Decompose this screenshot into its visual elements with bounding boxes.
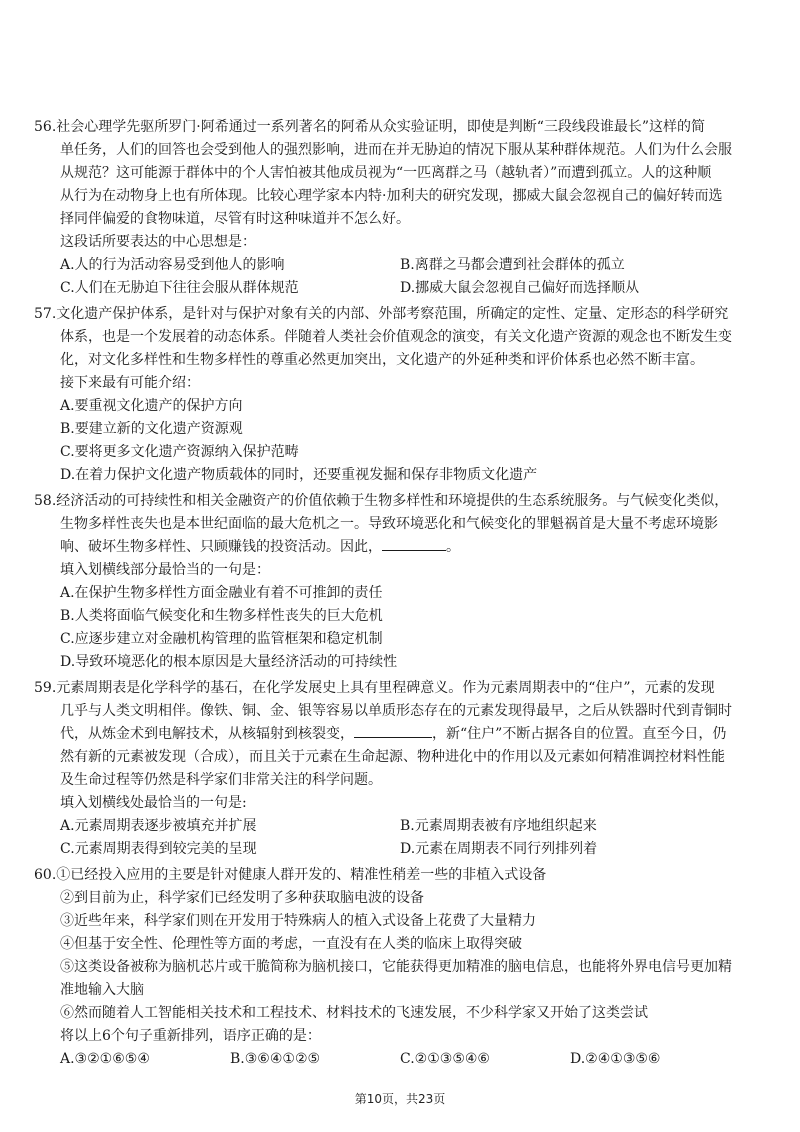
document-page xyxy=(34,116,774,1074)
q58-line xyxy=(34,536,774,559)
q60-sentence: 准地输入大脑 xyxy=(60,982,144,998)
q60-sentence: ⑤这类设备被称为脑机芯片或干脆简称为脑机接口，它能获得更加精准的脑电信息，也能将外界电信号更加精 xyxy=(60,959,732,975)
q59-options xyxy=(34,815,774,861)
q56-prompt: 这段话所要表达的中心思想是： xyxy=(60,234,256,250)
q58-tail: 。 xyxy=(446,539,460,555)
q56-line: 56.社会心理学先驱所罗门·阿希通过一系列著名的阿希从众实验证明，即使是判断“三段线段谁最长”这样的简 xyxy=(34,119,706,135)
q60-option-b[interactable]: B.③⑥④①②⑤ xyxy=(230,1051,321,1067)
q58-line: 58.经济活动的可持续性和相关金融资产的价值依赖于生物多样性和环境提供的生态系统服务。与气候变化类似， xyxy=(34,493,729,509)
question-57 xyxy=(34,303,774,487)
q58-option-d[interactable]: D.导致环境恶化的根本原因是大量经济活动的可持续性 xyxy=(60,654,398,670)
q56-option-d[interactable]: D.挪威大鼠会忽视自己偏好而选择顺从 xyxy=(400,280,640,296)
q60-sentence: ③近些年来，科学家们则在开发用于特殊病人的植入式设备上花费了大量精力 xyxy=(60,913,536,929)
q59-line: 然有新的元素被发现（合成），而且关于元素在生命起源、物种进化中的作用以及元素如何精准调控材料性能 xyxy=(60,749,725,765)
q57-option-d[interactable]: D.在着力保护文化遗产物质载体的同时，还要重视发掘和保存非物质文化遗产 xyxy=(60,467,538,483)
q57-prompt: 接下来最有可能介绍： xyxy=(60,375,200,391)
q56-line: 择同伴偏爱的食物味道，尽管有时这种味道并不怎么好。 xyxy=(60,211,410,227)
q58-line-text: 响、破坏生物多样性、只顾赚钱的投资活动。因此， xyxy=(60,539,382,555)
q57-option-c[interactable]: C.要将更多文化遗产资源纳入保护范畴 xyxy=(60,444,299,460)
q57-line: 57.文化遗产保护体系，是针对与保护对象有关的内部、外部考察范围，所确定的定性、定量、定形态的科学研究 xyxy=(34,306,729,322)
q57-options xyxy=(34,395,774,487)
q59-option-a[interactable]: A.元素周期表逐步被填充并扩展 xyxy=(60,818,257,834)
q60-option-c[interactable]: C.②①③⑤④⑥ xyxy=(400,1051,490,1067)
q56-line: 从行为在动物身上也有所体现。比较心理学家本内特·加利夫的研究发现，挪威大鼠会忽视自己的偏好转而选 xyxy=(60,188,723,204)
q60-prompt: 将以上6个句子重新排列，语序正确的是： xyxy=(60,1028,321,1044)
q58-option-b[interactable]: B.人类将面临气候变化和生物多样性丧失的巨大危机 xyxy=(60,608,383,624)
q60-sentence: ④但基于安全性、伦理性等方面的考虑，一直没有在人类的临床上取得突破 xyxy=(60,936,522,952)
q58-prompt: 填入划横线部分最恰当的一句是： xyxy=(60,562,270,578)
q60-options xyxy=(34,1048,774,1071)
question-59 xyxy=(34,677,774,861)
page-number-footer: 第10页，共23页 xyxy=(354,1092,446,1106)
q58-line: 生物多样性丧失也是本世纪面临的最大危机之一。导致环境恶化和气候变化的罪魁祸首是大量不考虑环境影 xyxy=(60,516,718,532)
q59-option-d[interactable]: D.元素在周期表不同行列排列着 xyxy=(400,841,598,857)
q56-options xyxy=(34,254,774,300)
q59-line: 及生命过程等仍然是科学家们非常关注的科学问题。 xyxy=(60,772,382,788)
q59-option-b[interactable]: B.元素周期表被有序地组织起来 xyxy=(400,818,597,834)
question-60 xyxy=(34,864,774,1071)
q56-option-c[interactable]: C.人们在无胁迫下往往会服从群体规范 xyxy=(60,280,299,296)
fill-blank xyxy=(354,723,432,738)
q59-line: 几乎与人类文明相伴。像铁、铜、金、银等容易以单质形态存在的元素发现得最早，之后从铁器时代到青铜时 xyxy=(60,703,732,719)
q59-line-after-blank: ，新“住户”不断占据各自的位置。直至今日，仍 xyxy=(432,726,727,742)
q60-sentence: ②到目前为止，科学家们已经发明了多种获取脑电波的设备 xyxy=(60,890,424,906)
question-56 xyxy=(34,116,774,300)
fill-blank xyxy=(382,536,446,551)
q58-options xyxy=(34,582,774,674)
q58-option-c[interactable]: C.应逐步建立对金融机构管理的监管框架和稳定机制 xyxy=(60,631,383,647)
q58-option-a[interactable]: A.在保护生物多样性方面金融业有着不可推卸的责任 xyxy=(60,585,383,601)
q56-option-a[interactable]: A.人的行为活动容易受到他人的影响 xyxy=(60,257,285,273)
q57-option-a[interactable]: A.要重视文化遗产的保护方向 xyxy=(60,398,243,414)
q60-sentence: ⑥然而随着人工智能相关技术和工程技术、材料技术的飞速发展，不少科学家又开始了这类尝试 xyxy=(60,1005,648,1021)
q56-line: 单任务，人们的回答也会受到他人的强烈影响，进而在并无胁迫的情况下服从某种群体规范。人们为什么会服 xyxy=(60,142,732,158)
q56-line: 从规范？这可能源于群体中的个人害怕被其他成员视为“一匹离群之马（越轨者）”而遭到孤立。人的这种顺 xyxy=(60,165,712,181)
q59-line: 59.元素周期表是化学科学的基石，在化学发展史上具有里程碑意义。作为元素周期表中的“住户”，元素的发现 xyxy=(34,680,715,696)
q56-option-b[interactable]: B.离群之马都会遭到社会群体的孤立 xyxy=(400,257,625,273)
q59-line xyxy=(34,723,774,746)
q57-line: 化，对文化多样性和生物多样性的尊重必然更加突出，文化遗产的外延种类和评价体系也必然不断丰富。 xyxy=(60,352,704,368)
question-58 xyxy=(34,490,774,674)
q60-option-d[interactable]: D.②④①③⑤⑥ xyxy=(570,1051,661,1067)
q59-option-c[interactable]: C.元素周期表得到较完美的呈现 xyxy=(60,841,257,857)
q57-line: 体系，也是一个发展着的动态体系。伴随着人类社会价值观念的演变，有关文化遗产资源的观念也不断发生变 xyxy=(60,329,732,345)
q60-line: 60.①已经投入应用的主要是针对健康人群开发的、精准性稍差一些的非植入式设备 xyxy=(34,867,547,883)
q59-line-before-blank: 代，从炼金术到电解技术，从核辐射到核裂变， xyxy=(60,726,354,742)
q60-option-a[interactable]: A.③②①⑥⑤④ xyxy=(60,1051,150,1067)
q59-prompt: 填入划横线处最恰当的一句是: xyxy=(60,795,247,811)
q57-option-b[interactable]: B.要建立新的文化遗产资源观 xyxy=(60,421,243,437)
